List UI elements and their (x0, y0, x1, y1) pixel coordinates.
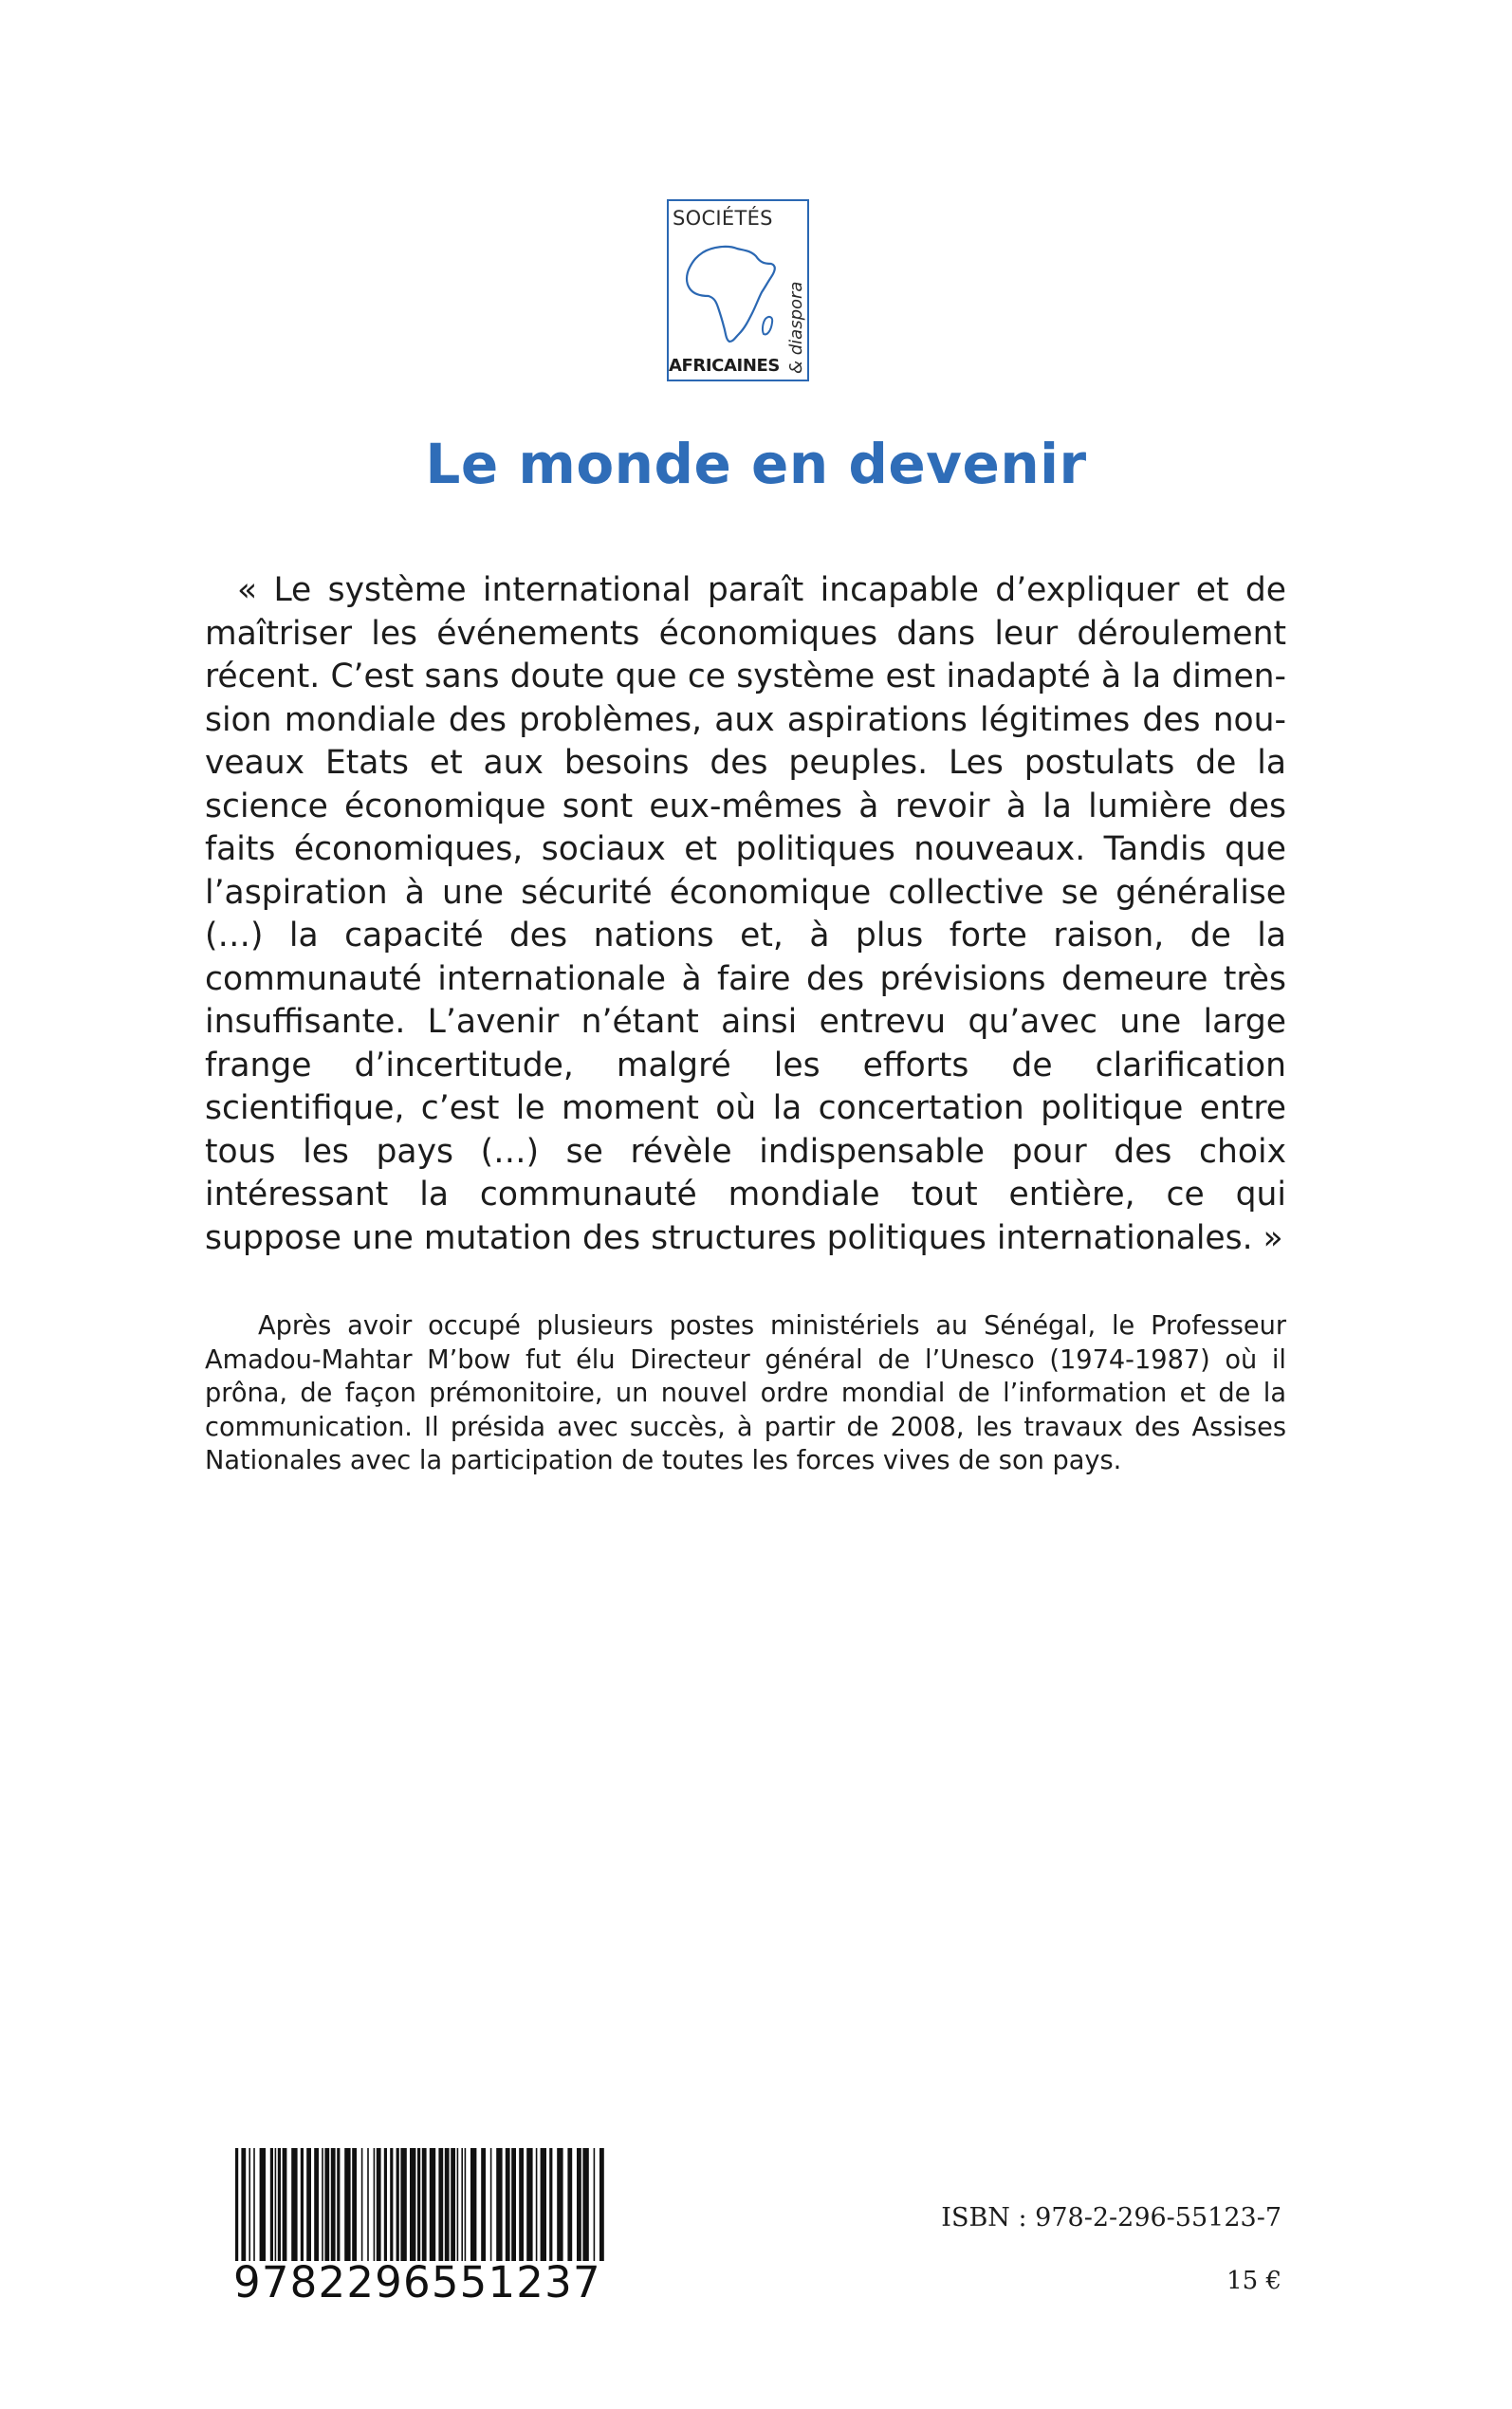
barcode-bar (253, 2148, 255, 2266)
barcode-digits: 9782296551237 (233, 2261, 613, 2305)
logo-bottom-text: AFRICAINES (669, 356, 780, 376)
barcode-bar (445, 2148, 450, 2266)
barcode-bar (361, 2148, 363, 2266)
barcode-bar (377, 2148, 381, 2266)
barcode-bar (481, 2148, 486, 2266)
barcode-bar (549, 2148, 552, 2266)
barcode-bar (526, 2148, 532, 2266)
barcode-bar (496, 2148, 502, 2266)
barcode-bar (396, 2148, 399, 2266)
barcode-bar (457, 2148, 459, 2266)
barcode-bar (536, 2148, 538, 2266)
barcode-bar (557, 2148, 562, 2266)
barcode-bar (344, 2148, 350, 2266)
barcode-bar (438, 2148, 443, 2266)
quote-paragraph: « Le système international paraît incapable d’expliquer et de maîtriser les événements économiques dans leur déroulement récent. C’est sans doute que ce système est inadapté à la dimension mondiale des problèmes, aux aspirations légitimes des nouveaux Etats et aux besoins des peuples. Les postulats de la science économique sont eux-mêmes à revoir à la lumière des faits économiques, sociaux et politiques nouveaux. Tandis que l’aspiration à une sécurité économique collective se généralise (…) la capacité des nations et, à plus forte raison, de la communauté internationale à faire des prévisions demeure très insuffisante. L’avenir n’étant ainsi entrevu qu’avec une large frange d’incertitude, malgré les efforts de clarification scientifique, c’est le moment où la concertation politique entre tous les pays (…) se révèle indispensable pour des choix intéressant la communauté mondiale tout entière, ce qui suppose une mutation des structures politiques internationales. » (205, 571, 1286, 1257)
barcode-bar (582, 2148, 588, 2266)
barcode-bar (352, 2148, 357, 2266)
barcode-bar (511, 2148, 516, 2266)
barcode-bar (324, 2148, 329, 2266)
barcode-image (233, 2148, 609, 2266)
logo-top-text: SOCIÉTÉS (673, 207, 773, 230)
barcode-bar (594, 2148, 596, 2266)
barcode-bar (301, 2148, 304, 2266)
barcode-bar (430, 2148, 435, 2266)
barcode-bar (322, 2148, 323, 2266)
barcode-bar (417, 2148, 420, 2266)
barcode-bar (384, 2148, 387, 2266)
barcode-bar (291, 2148, 297, 2266)
isbn-text: ISBN : 978-2-296-55123-7 (941, 2203, 1282, 2233)
barcode-bar (275, 2148, 277, 2266)
barcode-bar (567, 2148, 572, 2266)
barcode-bar (461, 2148, 463, 2266)
barcode-bar (519, 2148, 524, 2266)
book-title: Le monde en devenir (425, 432, 1087, 496)
barcode-bar (506, 2148, 510, 2266)
barcode-bar (331, 2148, 336, 2266)
barcode-bar (337, 2148, 340, 2266)
barcode-bar (374, 2148, 376, 2266)
price-text: 15 € (1226, 2267, 1282, 2295)
barcode-bar (241, 2148, 246, 2266)
africa-map-icon (678, 239, 784, 353)
barcode-bar (249, 2148, 250, 2266)
barcode-bar (470, 2148, 476, 2266)
barcode-bar (235, 2148, 238, 2266)
author-bio-paragraph: Après avoir occupé plusieurs postes ministériels au Sénégal, le Professeur Amadou-Mahtar M’bow fut élu Directeur général de l’Unesco (1974-1987) où il prôna, de façon prémonitoire, un nouvel ordre mondial de l’information et de la communication. Il présida avec succès, à partir de 2008, les travaux des Assises Nationales avec la participation de toutes les forces vives de son pays. (205, 1311, 1286, 1475)
logo-side-text: & diaspora (786, 281, 806, 374)
barcode-bar (410, 2148, 415, 2266)
barcode-bar (577, 2148, 581, 2266)
barcode-bar (390, 2148, 393, 2266)
barcode-bar (314, 2148, 319, 2266)
barcode-bar (367, 2148, 369, 2266)
barcode-bar (270, 2148, 273, 2266)
series-logo (667, 199, 809, 381)
barcode-bar (451, 2148, 455, 2266)
barcode-bar (541, 2148, 546, 2266)
barcode-bar (465, 2148, 467, 2266)
barcode-bar (400, 2148, 406, 2266)
barcode-bar (306, 2148, 311, 2266)
barcode-bar (283, 2148, 287, 2266)
barcode-bar (490, 2148, 492, 2266)
barcode-bar (599, 2148, 604, 2266)
barcode-bar (260, 2148, 266, 2266)
barcode-bar (278, 2148, 281, 2266)
barcode-bar (422, 2148, 427, 2266)
